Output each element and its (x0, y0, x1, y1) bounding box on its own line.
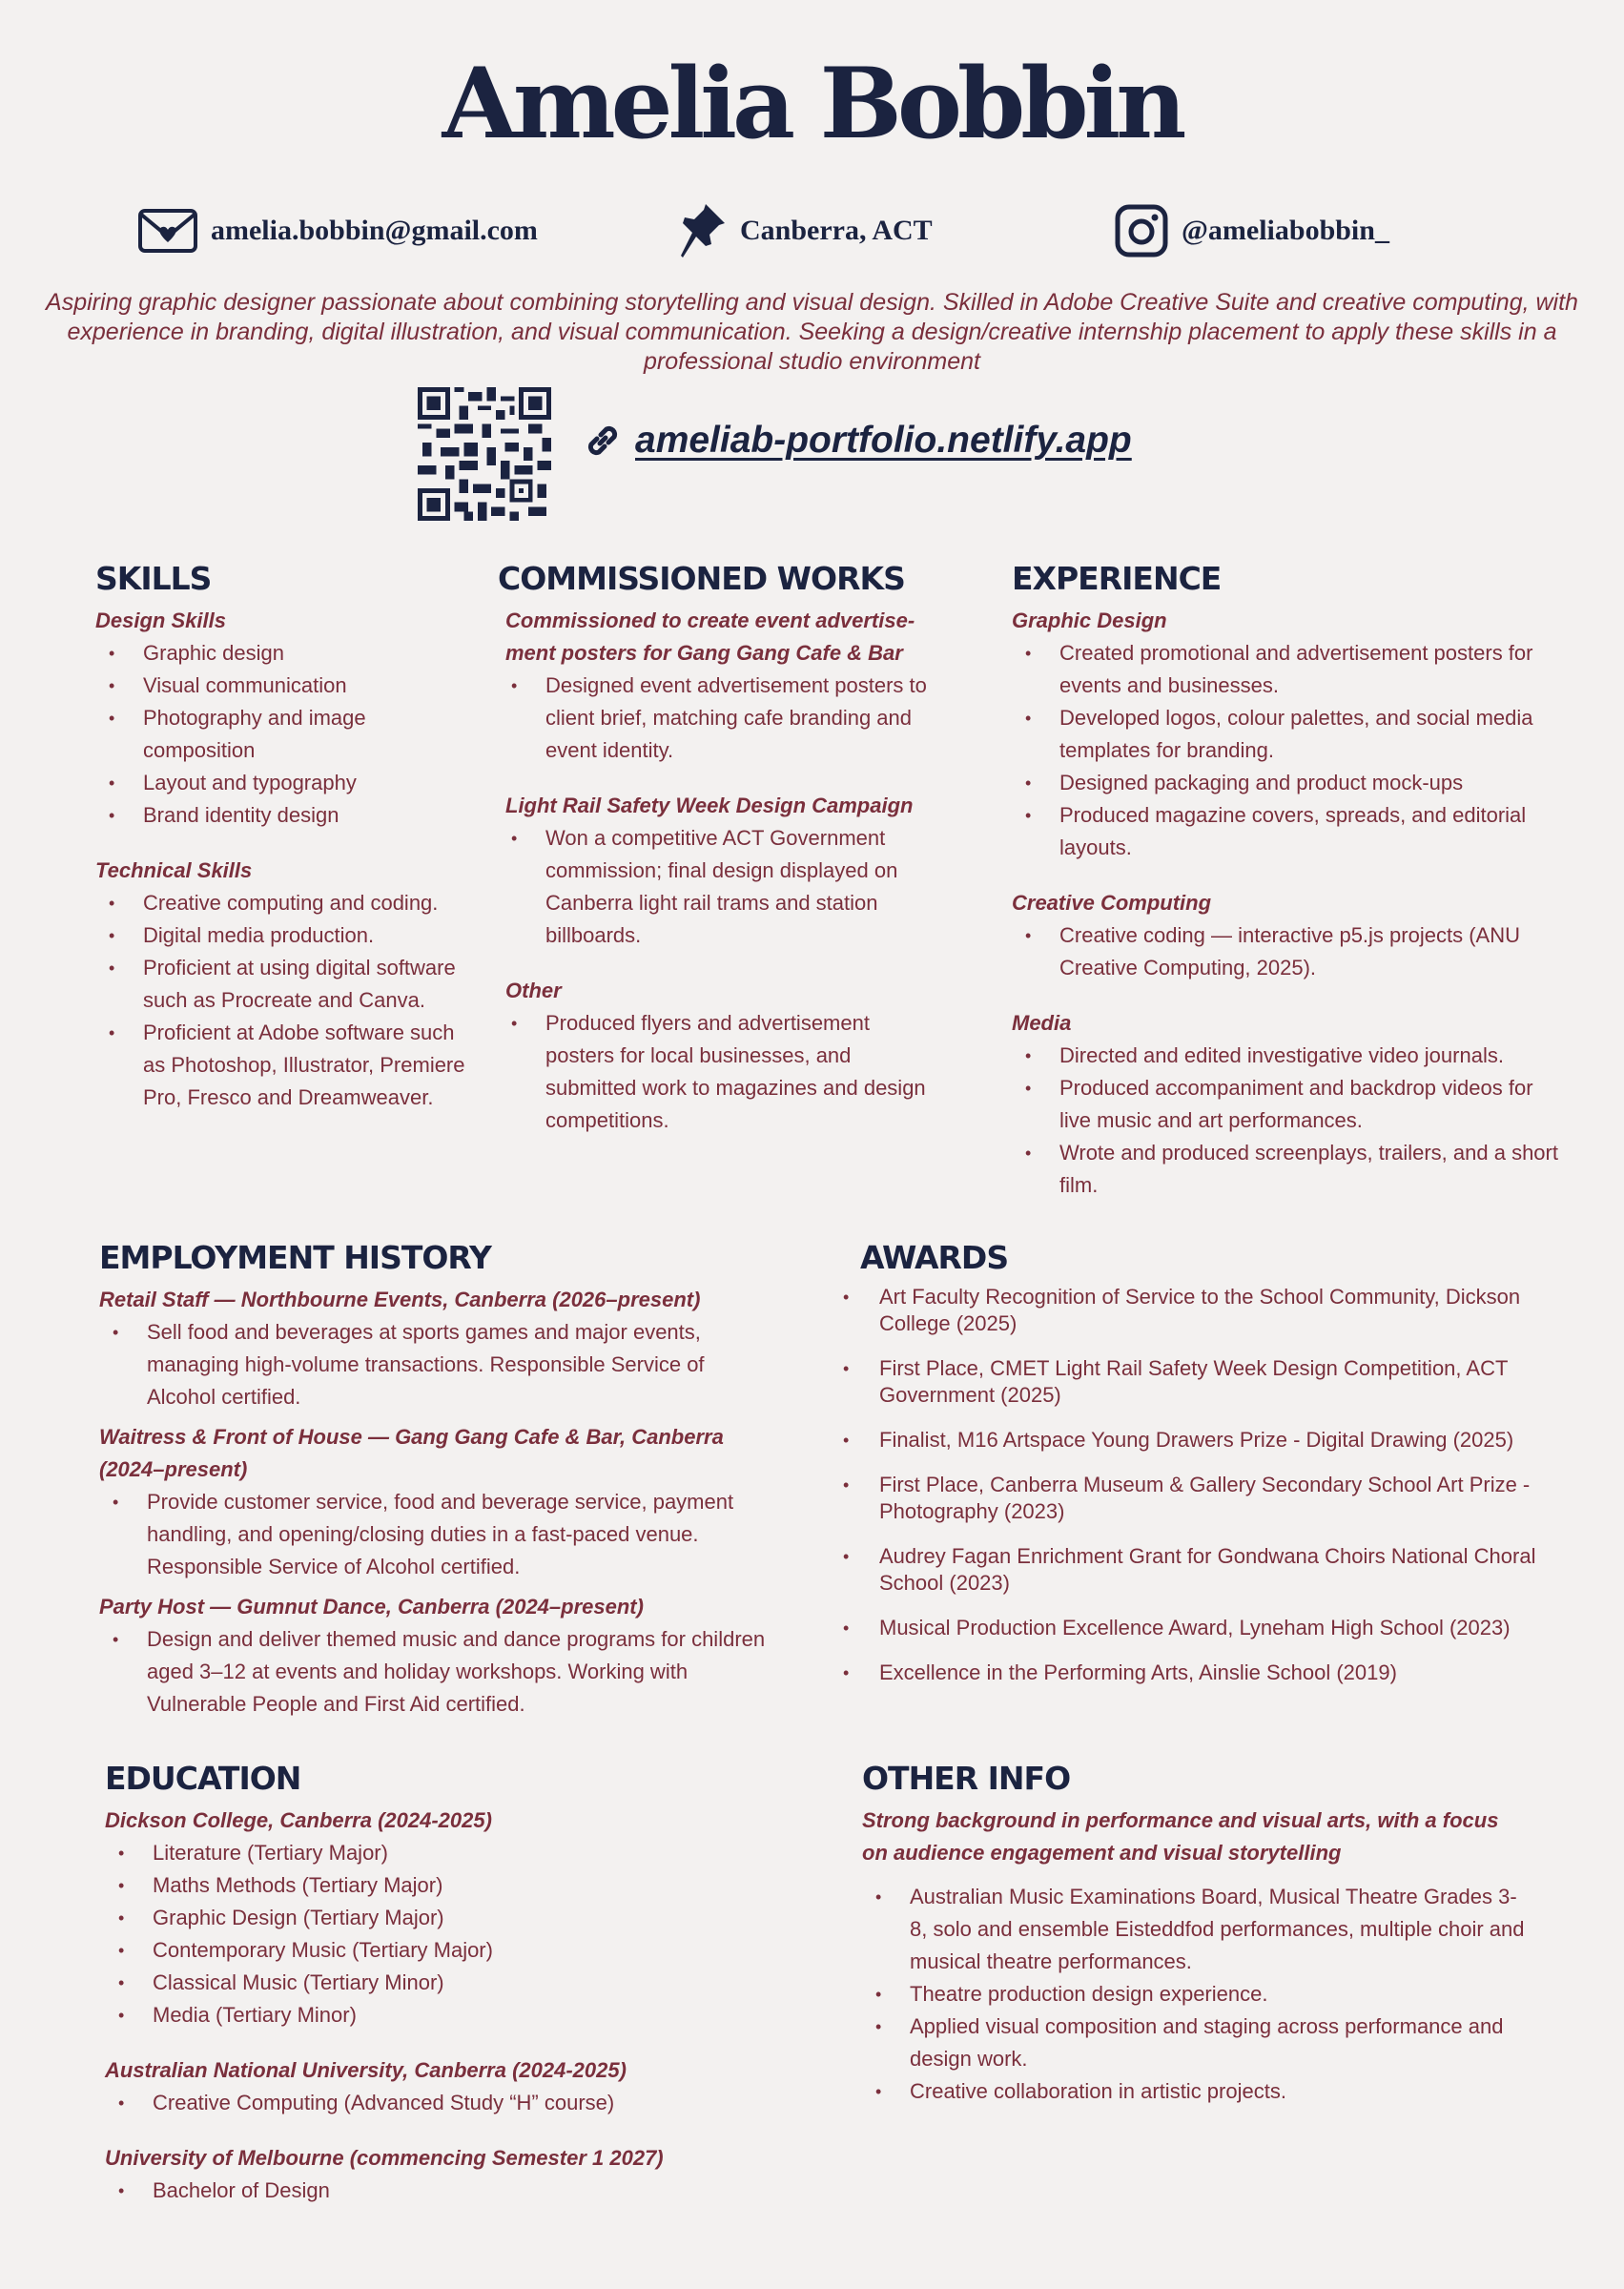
education-section (105, 1761, 715, 2230)
summary-text: Aspiring graphic designer passionate about combining storytelling and visual design. Skilled in Adobe Creative Suite and creative computing, with experience in branding, digital illustration, and visual communication. Seeking a design/creative internship placement to apply these skills in a professional studio environment (46, 289, 1578, 375)
anu-list (105, 2087, 715, 2119)
list-item: • Graphic design (95, 637, 467, 670)
experience-heading: EXPERIENCE (1012, 560, 1222, 597)
list-item: • Literature (Tertiary Major) (105, 1837, 715, 1869)
pushpin-icon (679, 202, 727, 259)
job-duties-list (99, 1316, 767, 1413)
creative-computing-title: Creative Computing (1012, 890, 1212, 915)
graphic-design-title: Graphic Design (1012, 608, 1167, 632)
list-item: • Won a competitive ACT Government commission; final design displayed on Canberra light rail trams and station billboards. (498, 822, 936, 952)
list-item: • Bachelor of Design (105, 2175, 715, 2207)
media-title: Media (1012, 1010, 1072, 1035)
list-item: • Proficient at using digital software such as Procreate and Canva. (95, 952, 467, 1017)
dickson-list (105, 1837, 715, 2031)
list-item: • Art Faculty Recognition of Service to the School Community, Dickson College (2025) (843, 1284, 1549, 1337)
contact-location (679, 202, 933, 259)
list-item: • Created promotional and advertisement posters for events and businesses. (1012, 637, 1565, 702)
light-rail-title: Light Rail Safety Week Design Campaign (505, 793, 914, 817)
portfolio-url[interactable]: ameliab-portfolio.netlify.app (635, 420, 1132, 461)
commissioned-heading: COMMISSIONED WORKS (498, 560, 905, 597)
list-item: • Proficient at Adobe software such as Photoshop, Illustrator, Premiere Pro, Fresco and Dreamweaver. (95, 1017, 467, 1114)
skills-heading: SKILLS (95, 560, 212, 597)
portfolio-link[interactable] (582, 420, 1132, 462)
list-item: • Wrote and produced screenplays, trailers, and a short film. (1012, 1137, 1565, 1202)
job-duties-list (99, 1623, 767, 1721)
technical-skills-title: Technical Skills (95, 857, 253, 882)
list-item: • First Place, Canberra Museum & Gallery Secondary School Art Prize - Photography (2023) (843, 1472, 1549, 1525)
list-item: • Graphic Design (Tertiary Major) (105, 1902, 715, 1934)
other-info-section (862, 1761, 1530, 2131)
design-skills-list (95, 637, 467, 832)
list-item: • First Place, CMET Light Rail Safety Week Design Competition, ACT Government (2025) (843, 1355, 1549, 1409)
email-text[interactable]: amelia.bobbin@gmail.com (211, 215, 538, 246)
list-item: • Classical Music (Tertiary Minor) (105, 1967, 715, 1999)
commissioned-section (498, 561, 936, 1160)
skills-section (95, 561, 467, 1137)
technical-skills-list (95, 887, 467, 1114)
awards-heading: AWARDS (860, 1239, 1009, 1276)
awards-list (843, 1284, 1549, 1686)
creative-computing-list (1012, 919, 1565, 984)
list-item: • Finalist, M16 Artspace Young Drawers Prize - Digital Drawing (2025) (843, 1427, 1549, 1454)
link-icon (582, 420, 624, 462)
list-item: • Produced accompaniment and backdrop videos for live music and art performances. (1012, 1072, 1565, 1137)
instagram-handle[interactable]: @ameliabobbin_ (1182, 215, 1389, 246)
media-list (1012, 1040, 1565, 1202)
list-item: • Contemporary Music (Tertiary Major) (105, 1934, 715, 1967)
employment-heading: EMPLOYMENT HISTORY (99, 1239, 491, 1276)
contact-instagram[interactable] (1115, 204, 1389, 258)
other-works-title: Other (505, 978, 562, 1002)
list-item: • Designed event advertisement posters to client brief, matching cafe branding and event identity. (498, 670, 936, 767)
list-item: • Creative collaboration in artistic projects. (862, 2075, 1530, 2108)
other-info-intro: Strong background in performance and visual arts, with a focus on audience engagement and visual storytelling (862, 1807, 1499, 1865)
list-item: • Media (Tertiary Minor) (105, 1999, 715, 2031)
list-item: • Theatre production design experience. (862, 1978, 1530, 2011)
melbourne-list (105, 2175, 715, 2207)
instagram-icon (1115, 204, 1168, 258)
list-item: • Digital media production. (95, 919, 467, 952)
light-rail-list (498, 822, 936, 952)
gang-gang-title: Commissioned to create event advertise-ment posters for Gang Gang Cafe & Bar (505, 608, 915, 665)
dickson-title: Dickson College, Canberra (2024-2025) (105, 1807, 492, 1832)
gang-gang-list (498, 670, 936, 767)
graphic-design-list (1012, 637, 1565, 864)
list-item: • Produced magazine covers, spreads, and editorial layouts. (1012, 799, 1565, 864)
list-item: • Australian Music Examinations Board, Musical Theatre Grades 3-8, solo and ensemble Eisteddfod performances, multiple choir and musical theatre performances. (862, 1881, 1530, 1978)
employment-section (99, 1240, 767, 1743)
job-title: Retail Staff — Northbourne Events, Canberra (2026–present) (99, 1287, 701, 1311)
list-item: • Creative computing and coding. (95, 887, 467, 919)
list-item: • Audrey Fagan Enrichment Grant for Gondwana Choirs National Choral School (2023) (843, 1543, 1549, 1597)
education-heading: EDUCATION (105, 1760, 301, 1797)
awards-section (843, 1240, 1549, 1709)
list-item: • Photography and image composition (95, 702, 467, 767)
list-item: • Excellence in the Performing Arts, Ainslie School (2019) (843, 1660, 1549, 1686)
qr-code[interactable] (418, 387, 551, 521)
experience-section (1012, 561, 1565, 1225)
list-item: • Maths Methods (Tertiary Major) (105, 1869, 715, 1902)
envelope-icon (138, 208, 197, 254)
list-item: • Developed logos, colour palettes, and social media templates for branding. (1012, 702, 1565, 767)
resume-name: Amelia Bobbin (442, 47, 1182, 161)
list-item: • Brand identity design (95, 799, 467, 832)
job-duties-list (99, 1486, 767, 1583)
contact-email[interactable] (138, 208, 538, 254)
list-item: • Applied visual composition and staging across performance and design work. (862, 2011, 1530, 2075)
design-skills-title: Design Skills (95, 608, 226, 632)
melbourne-title: University of Melbourne (commencing Semester 1 2027) (105, 2145, 664, 2170)
list-item: • Visual communication (95, 670, 467, 702)
other-works-list (498, 1007, 936, 1137)
list-item: • Provide customer service, food and beverage service, payment handling, and opening/closing duties in a fast-paced venue. Responsible Service of Alcohol certified. (99, 1486, 767, 1583)
list-item: • Layout and typography (95, 767, 467, 799)
job-title: Party Host — Gumnut Dance, Canberra (2024–present) (99, 1594, 644, 1619)
anu-title: Australian National University, Canberra (2024-2025) (105, 2057, 627, 2082)
list-item: • Creative coding — interactive p5.js projects (ANU Creative Computing, 2025). (1012, 919, 1565, 984)
list-item: • Directed and edited investigative video journals. (1012, 1040, 1565, 1072)
list-item: • Design and deliver themed music and dance programs for children aged 3–12 at events and holiday workshops. Working with Vulnerable People and First Aid certified. (99, 1623, 767, 1721)
other-info-heading: OTHER INFO (862, 1760, 1071, 1797)
list-item: • Produced flyers and advertisement posters for local businesses, and submitted work to magazines and design competitions. (498, 1007, 936, 1137)
list-item: • Musical Production Excellence Award, Lyneham High School (2023) (843, 1615, 1549, 1641)
location-text: Canberra, ACT (740, 215, 933, 246)
list-item: • Designed packaging and product mock-ups (1012, 767, 1565, 799)
list-item: • Sell food and beverages at sports games and major events, managing high-volume transactions. Responsible Service of Alcohol certified. (99, 1316, 767, 1413)
job-title: Waitress & Front of House — Gang Gang Cafe & Bar, Canberra (2024–present) (99, 1424, 724, 1481)
other-info-list (862, 1881, 1530, 2108)
list-item: • Creative Computing (Advanced Study “H” course) (105, 2087, 715, 2119)
